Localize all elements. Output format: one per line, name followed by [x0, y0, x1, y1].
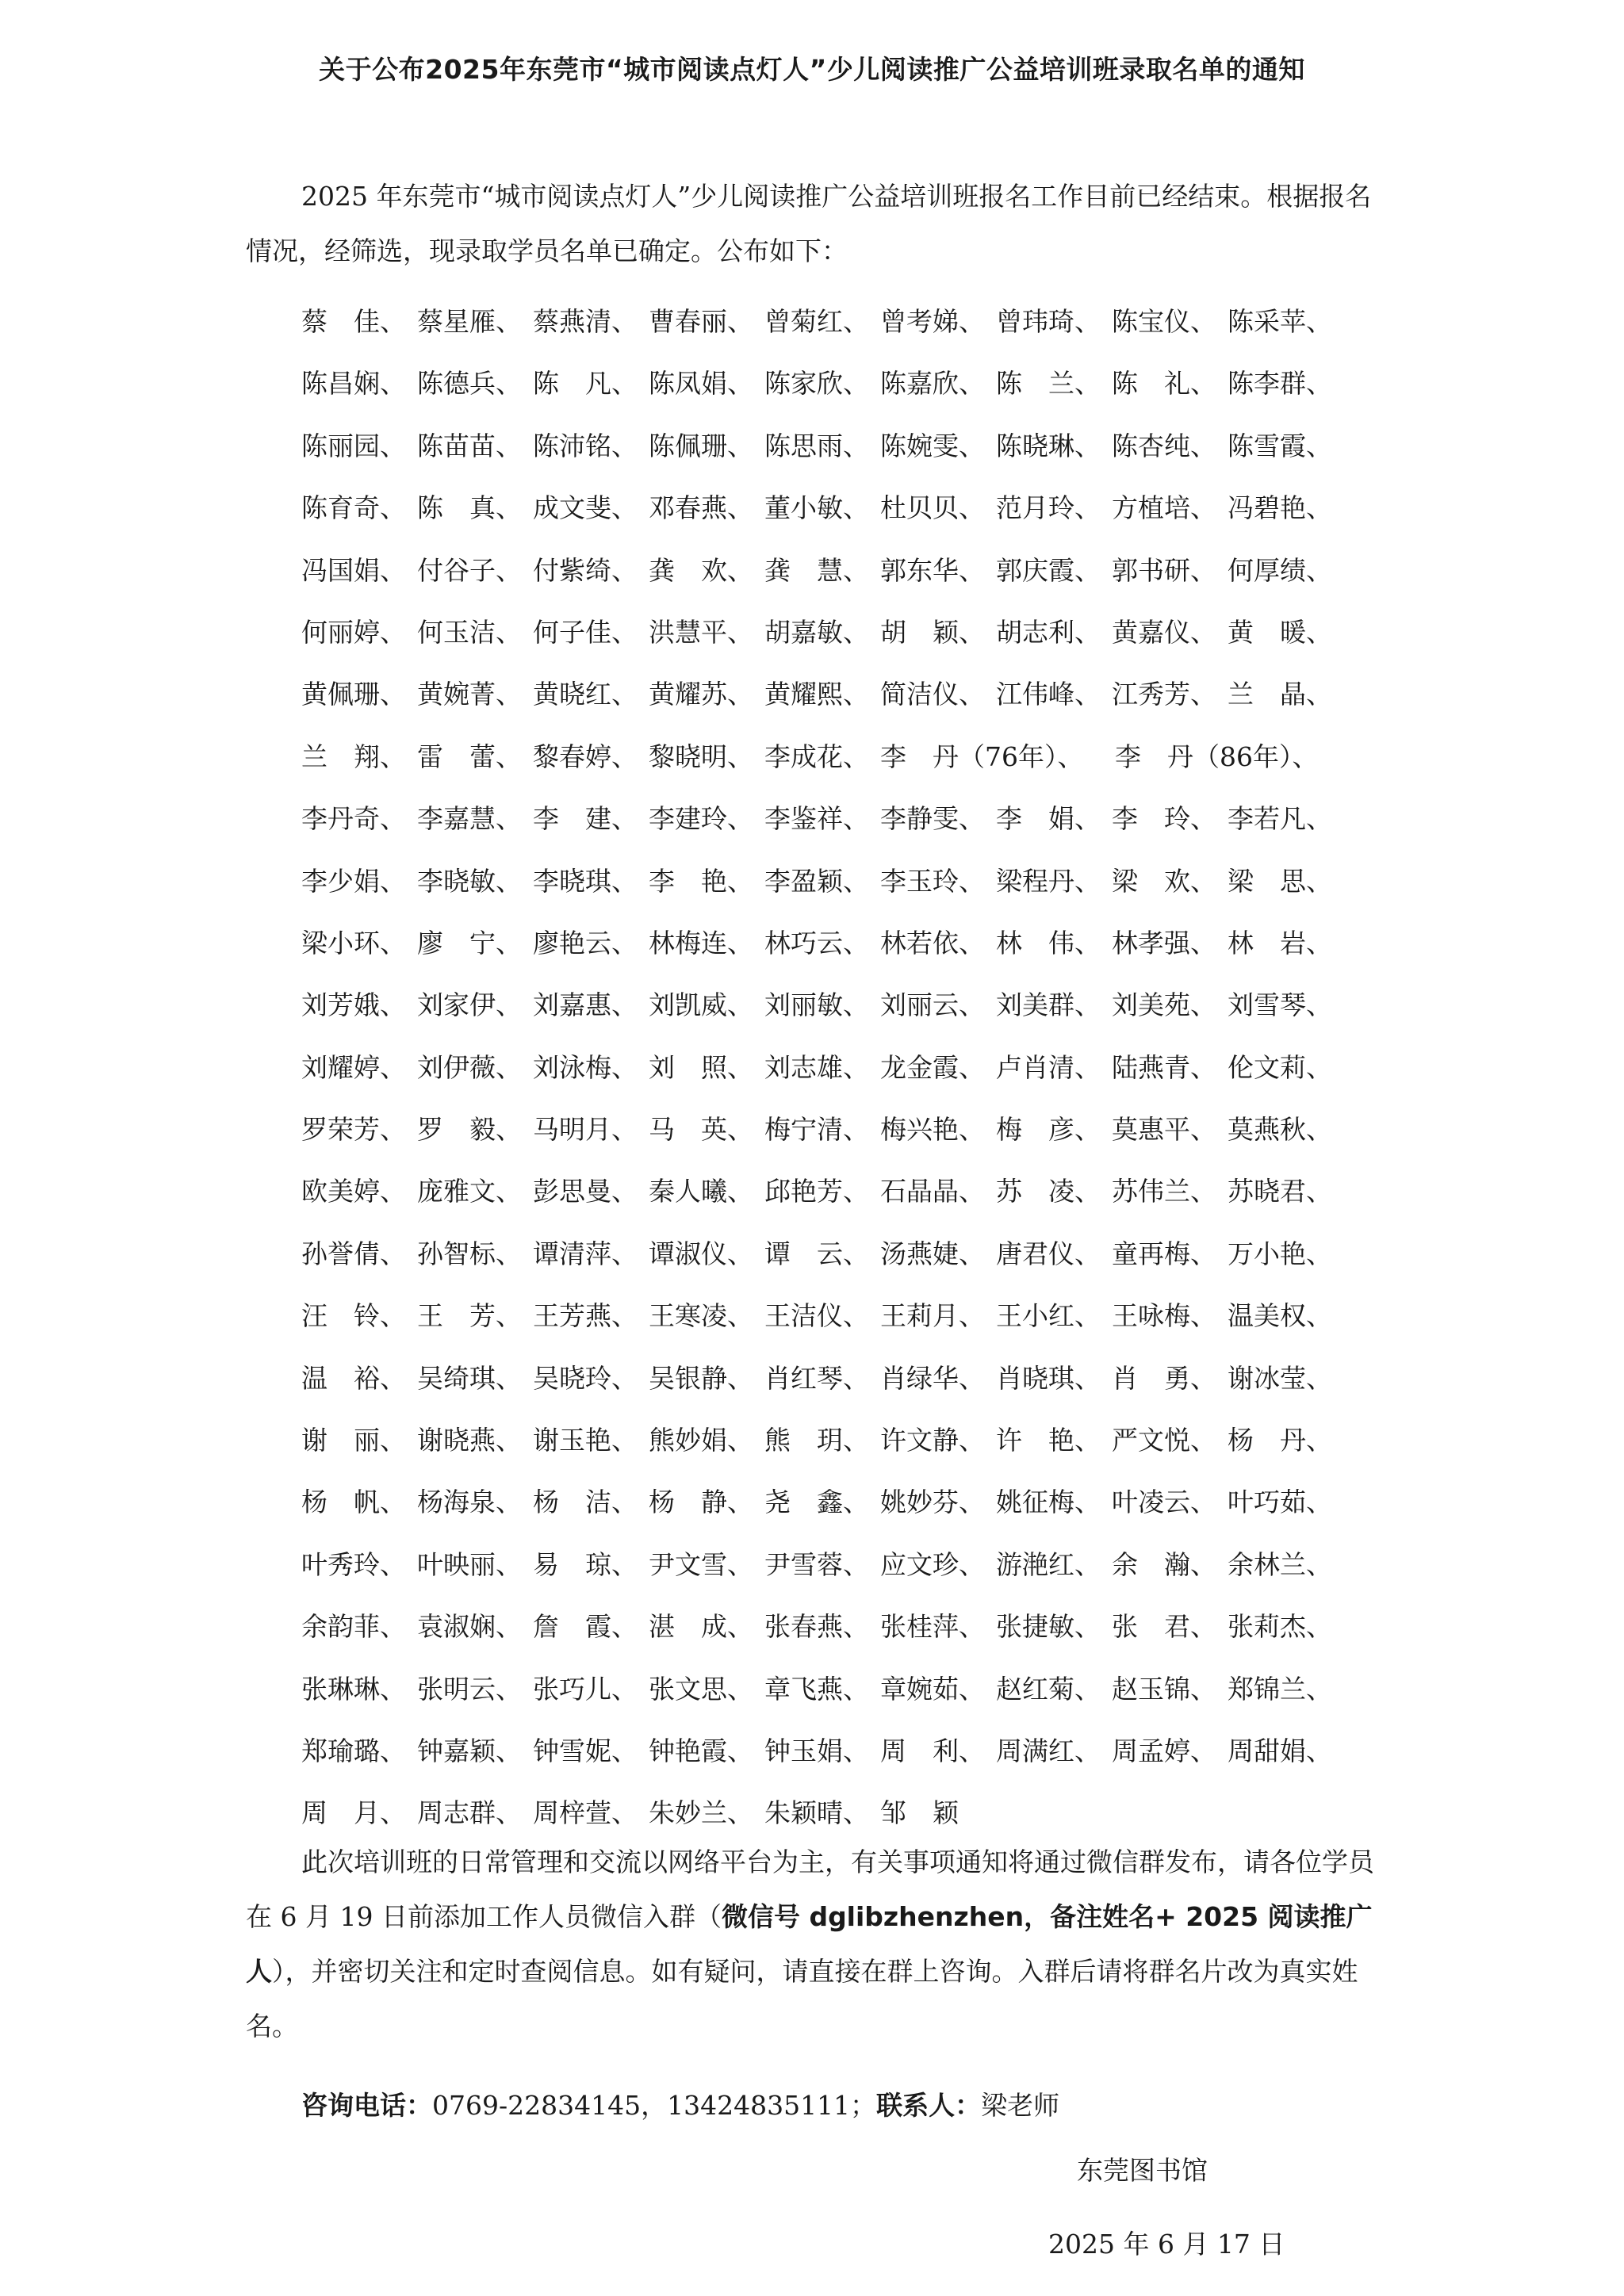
name-row: [301, 851, 1350, 913]
name-row: [301, 353, 1350, 415]
student-name: 刘芳娥、: [301, 989, 406, 1021]
student-name: 胡志利、: [996, 616, 1101, 648]
student-name: 陈李群、: [1228, 368, 1332, 400]
student-name: 陈 凡、: [533, 368, 638, 400]
closing-paragraph: [246, 1835, 1388, 2053]
student-name: 黄佩珊、: [301, 679, 406, 710]
student-name: 易 琼、: [533, 1548, 638, 1580]
student-name: 曾考娣、: [880, 306, 985, 337]
issue-date: 2025 年 6 月 17 日: [1048, 2229, 1285, 2260]
student-name: 余林兰、: [1228, 1548, 1332, 1580]
name-row: [301, 1223, 1350, 1285]
student-name: 李成花、: [764, 740, 869, 772]
student-name: 张捷敏、: [996, 1611, 1101, 1643]
name-row: [301, 1285, 1350, 1347]
student-name: 苏伟兰、: [1112, 1176, 1216, 1207]
student-name: 杨 洁、: [533, 1487, 638, 1518]
student-name: 张文思、: [649, 1673, 753, 1705]
student-name: 王 芳、: [417, 1300, 522, 1332]
student-name: 李 丹（86年）、: [1115, 740, 1319, 772]
student-name: 熊妙娟、: [649, 1425, 753, 1456]
student-name: 赵玉锦、: [1112, 1673, 1216, 1705]
student-name: 肖红琴、: [764, 1362, 869, 1394]
student-name: 陈思雨、: [764, 430, 869, 461]
name-row: [301, 415, 1350, 477]
student-name: 李丹奇、: [301, 803, 406, 835]
student-name: 詹 霞、: [533, 1611, 638, 1643]
student-name: 汤燕婕、: [880, 1238, 985, 1269]
name-row: [301, 1720, 1350, 1782]
student-name: 付紫绮、: [533, 554, 638, 586]
notice-title: 关于公布2025年东莞市“城市阅读点灯人”少儿阅读推广公益培训班录取名单的通知: [319, 54, 1305, 85]
student-name: 尧 鑫、: [764, 1487, 869, 1518]
student-name: 李建玲、: [649, 803, 753, 835]
student-name: 张 君、: [1112, 1611, 1216, 1643]
student-name: 余韵菲、: [301, 1611, 406, 1643]
student-name: 梁 思、: [1228, 865, 1332, 897]
student-name: 张春燕、: [764, 1611, 869, 1643]
student-name: 张明云、: [417, 1673, 522, 1705]
student-name: 曾菊红、: [764, 306, 869, 337]
student-name: 林巧云、: [764, 927, 869, 959]
student-name: 蔡燕清、: [533, 306, 638, 337]
student-name: 龚 欢、: [649, 554, 753, 586]
student-name: 陈雪霞、: [1228, 430, 1332, 461]
student-name: 严文悦、: [1112, 1425, 1216, 1456]
student-name: 黄晓红、: [533, 679, 638, 710]
student-name: 谭淑仪、: [649, 1238, 753, 1269]
student-name: 吴绮琪、: [417, 1362, 522, 1394]
student-name: 简洁仪、: [880, 679, 985, 710]
name-row: [301, 1037, 1350, 1099]
student-name: 陈佩珊、: [649, 430, 753, 461]
student-name: 刘凯威、: [649, 989, 753, 1021]
student-name: 邱艳芳、: [764, 1176, 869, 1207]
student-name: 郑锦兰、: [1228, 1673, 1332, 1705]
name-row: [301, 1534, 1350, 1596]
student-name: 叶秀玲、: [301, 1548, 406, 1580]
name-row: [301, 1099, 1350, 1161]
student-name: 罗 毅、: [417, 1114, 522, 1146]
student-name: 钟玉娟、: [764, 1735, 869, 1766]
student-name: 王小红、: [996, 1300, 1101, 1332]
student-name: 陈凤娟、: [649, 368, 753, 400]
student-name: 杨 静、: [649, 1487, 753, 1518]
student-name: 刘雪琴、: [1228, 989, 1332, 1021]
name-row: [301, 291, 1350, 353]
student-name: 林梅连、: [649, 927, 753, 959]
student-name: 梅兴艳、: [880, 1114, 985, 1146]
student-name: 卢肖清、: [996, 1051, 1101, 1083]
student-name: 应文珍、: [880, 1548, 985, 1580]
student-name: 李 建、: [533, 803, 638, 835]
student-name: 兰 翔、: [301, 740, 406, 772]
student-name: 吴银静、: [649, 1362, 753, 1394]
student-name: 童再梅、: [1112, 1238, 1216, 1269]
student-name: 陆燕青、: [1112, 1051, 1216, 1083]
closing-text-before: 此次培训班的日常管理和交流以网络平台为主，有关事项通知将通过微信群发布，请各位学员在 6 月 19 日前添加工作人员微信入群（: [246, 1846, 1374, 1932]
student-name: 周甜娟、: [1228, 1735, 1332, 1766]
student-name: 刘丽敏、: [764, 989, 869, 1021]
student-name: 欧美婷、: [301, 1176, 406, 1207]
student-name: 兰 晶、: [1228, 679, 1332, 710]
student-name: 周满红、: [996, 1735, 1101, 1766]
student-name: 李静雯、: [880, 803, 985, 835]
student-name: 刘美群、: [996, 989, 1101, 1021]
student-name: 梁小环、: [301, 927, 406, 959]
student-name: 李若凡、: [1228, 803, 1332, 835]
student-name: 赵红菊、: [996, 1673, 1101, 1705]
student-name: 湛 成、: [649, 1611, 753, 1643]
student-name: 李盈颖、: [764, 865, 869, 897]
student-name: 孙誉倩、: [301, 1238, 406, 1269]
student-name: 陈 兰、: [996, 368, 1101, 400]
student-name: 黄婉菁、: [417, 679, 522, 710]
phone-value: 0769-22834145，13424835111；: [432, 2090, 877, 2121]
student-name: 冯国娟、: [301, 554, 406, 586]
name-row: [301, 913, 1350, 974]
student-name: 刘美苑、: [1112, 989, 1216, 1021]
student-name: 叶巧茹、: [1228, 1487, 1332, 1518]
student-name: 龙金霞、: [880, 1051, 985, 1083]
student-name: 刘丽云、: [880, 989, 985, 1021]
student-name: 许 艳、: [996, 1425, 1101, 1456]
student-name: 董小敏、: [764, 492, 869, 524]
student-name: 叶凌云、: [1112, 1487, 1216, 1518]
student-name: 蔡星雁、: [417, 306, 522, 337]
student-name: 杜贝贝、: [880, 492, 985, 524]
student-name: 苏晓君、: [1228, 1176, 1332, 1207]
student-name: 李玉玲、: [880, 865, 985, 897]
contact-line: [301, 2085, 1059, 2122]
admitted-names-list: [301, 291, 1350, 1845]
student-name: 刘伊薇、: [417, 1051, 522, 1083]
student-name: 刘家伊、: [417, 989, 522, 1021]
student-name: 李晓琪、: [533, 865, 638, 897]
name-row: [301, 540, 1350, 602]
student-name: 刘 照、: [649, 1051, 753, 1083]
student-name: 刘耀婷、: [301, 1051, 406, 1083]
student-name: 肖 勇、: [1112, 1362, 1216, 1394]
student-name: 刘嘉惠、: [533, 989, 638, 1021]
phone-label: 咨询电话：: [301, 2090, 432, 2121]
student-name: 朱颖晴、: [764, 1797, 869, 1829]
student-name: 秦人曦、: [649, 1176, 753, 1207]
student-name: 余 瀚、: [1112, 1548, 1216, 1580]
student-name: 唐君仪、: [996, 1238, 1101, 1269]
student-name: 林若依、: [880, 927, 985, 959]
student-name: 钟雪妮、: [533, 1735, 638, 1766]
student-name: 周志群、: [417, 1797, 522, 1829]
student-name: 谭 云、: [764, 1238, 869, 1269]
student-name: 黎春婷、: [533, 740, 638, 772]
student-name: 孙智标、: [417, 1238, 522, 1269]
wechat-note: 微信号 dglibzhenzhen，备注姓名+ 2025 阅读推广人: [246, 1901, 1373, 1987]
student-name: 尹雪蓉、: [764, 1548, 869, 1580]
student-name: 张莉杰、: [1228, 1611, 1332, 1643]
student-name: 雷 蕾、: [417, 740, 522, 772]
student-name: 熊 玥、: [764, 1425, 869, 1456]
student-name: 李 娟、: [996, 803, 1101, 835]
student-name: 刘志雄、: [764, 1051, 869, 1083]
student-name: 王洁仪、: [764, 1300, 869, 1332]
student-name: 梁程丹、: [996, 865, 1101, 897]
student-name: 王咏梅、: [1112, 1300, 1216, 1332]
student-name: 谭清萍、: [533, 1238, 638, 1269]
intro-paragraph: 2025 年东莞市“城市阅读点灯人”少儿阅读推广公益培训班报名工作目前已经结束。根据报名情况，经筛选，现录取学员名单已确定。公布如下：: [246, 181, 1372, 266]
student-name: 张琳琳、: [301, 1673, 406, 1705]
student-name: 陈家欣、: [764, 368, 869, 400]
student-name: 付谷子、: [417, 554, 522, 586]
name-row: [301, 974, 1350, 1036]
student-name: 梁 欢、: [1112, 865, 1216, 897]
student-name: 周 利、: [880, 1735, 985, 1766]
student-name: 陈采苹、: [1228, 306, 1332, 337]
student-name: 伦文莉、: [1228, 1051, 1332, 1083]
student-name: 郭庆霞、: [996, 554, 1101, 586]
student-name: 钟嘉颖、: [417, 1735, 522, 1766]
student-name: 周 月、: [301, 1797, 406, 1829]
student-name: 谢冰莹、: [1228, 1362, 1332, 1394]
student-name: 钟艳霞、: [649, 1735, 753, 1766]
student-name: 陈杏纯、: [1112, 430, 1216, 461]
name-row: [301, 1161, 1350, 1223]
issuing-organization: 东莞图书馆: [1077, 2155, 1208, 2186]
student-name: 曹春丽、: [649, 306, 753, 337]
student-name: 朱妙兰、: [649, 1797, 753, 1829]
student-name: 莫惠平、: [1112, 1114, 1216, 1146]
student-name: 王寒凌、: [649, 1300, 753, 1332]
student-name: 万小艳、: [1228, 1238, 1332, 1269]
name-row: [301, 602, 1350, 664]
student-name: 刘泳梅、: [533, 1051, 638, 1083]
student-name: 汪 铃、: [301, 1300, 406, 1332]
student-name: 陈昌娴、: [301, 368, 406, 400]
student-name: 胡 颖、: [880, 616, 985, 648]
name-row: [301, 1596, 1350, 1658]
closing-text-after: ），并密切关注和定时查阅信息。如有疑问，请直接在群上咨询。入群后请将群名片改为真实姓名。: [246, 1956, 1358, 2042]
student-name: 范月玲、: [996, 492, 1101, 524]
name-row: [301, 1410, 1350, 1471]
student-name: 郭东华、: [880, 554, 985, 586]
student-name: 黄 暖、: [1228, 616, 1332, 648]
student-name: 梅宁清、: [764, 1114, 869, 1146]
student-name: 杨 帆、: [301, 1487, 406, 1518]
student-name: 许文静、: [880, 1425, 985, 1456]
name-row: [301, 664, 1350, 725]
student-name: 冯碧艳、: [1228, 492, 1332, 524]
name-row: [301, 726, 1350, 788]
student-name: 温 裕、: [301, 1362, 406, 1394]
student-name: 何子佳、: [533, 616, 638, 648]
student-name: 肖晓琪、: [996, 1362, 1101, 1394]
student-name: 邓春燕、: [649, 492, 753, 524]
student-name: 江秀芳、: [1112, 679, 1216, 710]
student-name: 罗荣芳、: [301, 1114, 406, 1146]
student-name: 李 艳、: [649, 865, 753, 897]
student-name: 彭思曼、: [533, 1176, 638, 1207]
student-name: 林 伟、: [996, 927, 1101, 959]
student-name: 李 玲、: [1112, 803, 1216, 835]
student-name: 李少娟、: [301, 865, 406, 897]
student-name: 姚妙芬、: [880, 1487, 985, 1518]
student-name: 何玉洁、: [417, 616, 522, 648]
student-name: 尹文雪、: [649, 1548, 753, 1580]
student-name: 周梓萱、: [533, 1797, 638, 1829]
name-row: [301, 788, 1350, 850]
student-name: 吴晓玲、: [533, 1362, 638, 1394]
student-name: 黄耀熙、: [764, 679, 869, 710]
student-name: 李鉴祥、: [764, 803, 869, 835]
contact-person-label: 联系人：: [876, 2090, 982, 2121]
student-name: 曾玮琦、: [996, 306, 1101, 337]
student-name: 蔡 佳、: [301, 306, 406, 337]
student-name: 陈育奇、: [301, 492, 406, 524]
name-row: [301, 1471, 1350, 1533]
student-name: 章飞燕、: [764, 1673, 869, 1705]
student-name: 陈婉雯、: [880, 430, 985, 461]
student-name: 肖绿华、: [880, 1362, 985, 1394]
student-name: 李晓敏、: [417, 865, 522, 897]
student-name: 黎晓明、: [649, 740, 753, 772]
student-name: 胡嘉敏、: [764, 616, 869, 648]
student-name: 陈德兵、: [417, 368, 522, 400]
student-name: 李 丹（76年）、: [880, 740, 1084, 772]
student-name: 陈苗苗、: [417, 430, 522, 461]
student-name: 陈嘉欣、: [880, 368, 985, 400]
student-name: 姚征梅、: [996, 1487, 1101, 1518]
student-name: 谢 丽、: [301, 1425, 406, 1456]
student-name: 章婉茹、: [880, 1673, 985, 1705]
student-name: 洪慧平、: [649, 616, 753, 648]
student-name: 周孟婷、: [1112, 1735, 1216, 1766]
student-name: 梅 彦、: [996, 1114, 1101, 1146]
student-name: 游滟红、: [996, 1548, 1101, 1580]
student-name: 林 岩、: [1228, 927, 1332, 959]
student-name: 邹 颖: [880, 1797, 959, 1829]
student-name: 廖 宁、: [417, 927, 522, 959]
student-name: 廖艳云、: [533, 927, 638, 959]
student-name: 王莉月、: [880, 1300, 985, 1332]
student-name: 黄嘉仪、: [1112, 616, 1216, 648]
name-row: [301, 1348, 1350, 1410]
student-name: 莫燕秋、: [1228, 1114, 1332, 1146]
student-name: 王芳燕、: [533, 1300, 638, 1332]
student-name: 庞雅文、: [417, 1176, 522, 1207]
student-name: 陈 礼、: [1112, 368, 1216, 400]
student-name: 成文斐、: [533, 492, 638, 524]
student-name: 叶映丽、: [417, 1548, 522, 1580]
contact-person-value: 梁老师: [981, 2090, 1060, 2121]
student-name: 陈晓琳、: [996, 430, 1101, 461]
student-name: 林孝强、: [1112, 927, 1216, 959]
student-name: 谢玉艳、: [533, 1425, 638, 1456]
name-row: [301, 1659, 1350, 1720]
student-name: 黄耀苏、: [649, 679, 753, 710]
student-name: 袁淑娴、: [417, 1611, 522, 1643]
student-name: 石晶晶、: [880, 1176, 985, 1207]
name-row: [301, 477, 1350, 539]
student-name: 谢晓燕、: [417, 1425, 522, 1456]
student-name: 陈 真、: [417, 492, 522, 524]
student-name: 李嘉慧、: [417, 803, 522, 835]
student-name: 苏 凌、: [996, 1176, 1101, 1207]
student-name: 陈宝仪、: [1112, 306, 1216, 337]
student-name: 陈沛铭、: [533, 430, 638, 461]
student-name: 温美权、: [1228, 1300, 1332, 1332]
student-name: 郭书研、: [1112, 554, 1216, 586]
student-name: 何厚绩、: [1228, 554, 1332, 586]
student-name: 马 英、: [649, 1114, 753, 1146]
student-name: 杨 丹、: [1228, 1425, 1332, 1456]
student-name: 何丽婷、: [301, 616, 406, 648]
student-name: 陈丽园、: [301, 430, 406, 461]
student-name: 马明月、: [533, 1114, 638, 1146]
student-name: 方植培、: [1112, 492, 1216, 524]
student-name: 张桂萍、: [880, 1611, 985, 1643]
student-name: 龚 慧、: [764, 554, 869, 586]
student-name: 江伟峰、: [996, 679, 1101, 710]
student-name: 杨海泉、: [417, 1487, 522, 1518]
student-name: 张巧儿、: [533, 1673, 638, 1705]
student-name: 郑瑜璐、: [301, 1735, 406, 1766]
